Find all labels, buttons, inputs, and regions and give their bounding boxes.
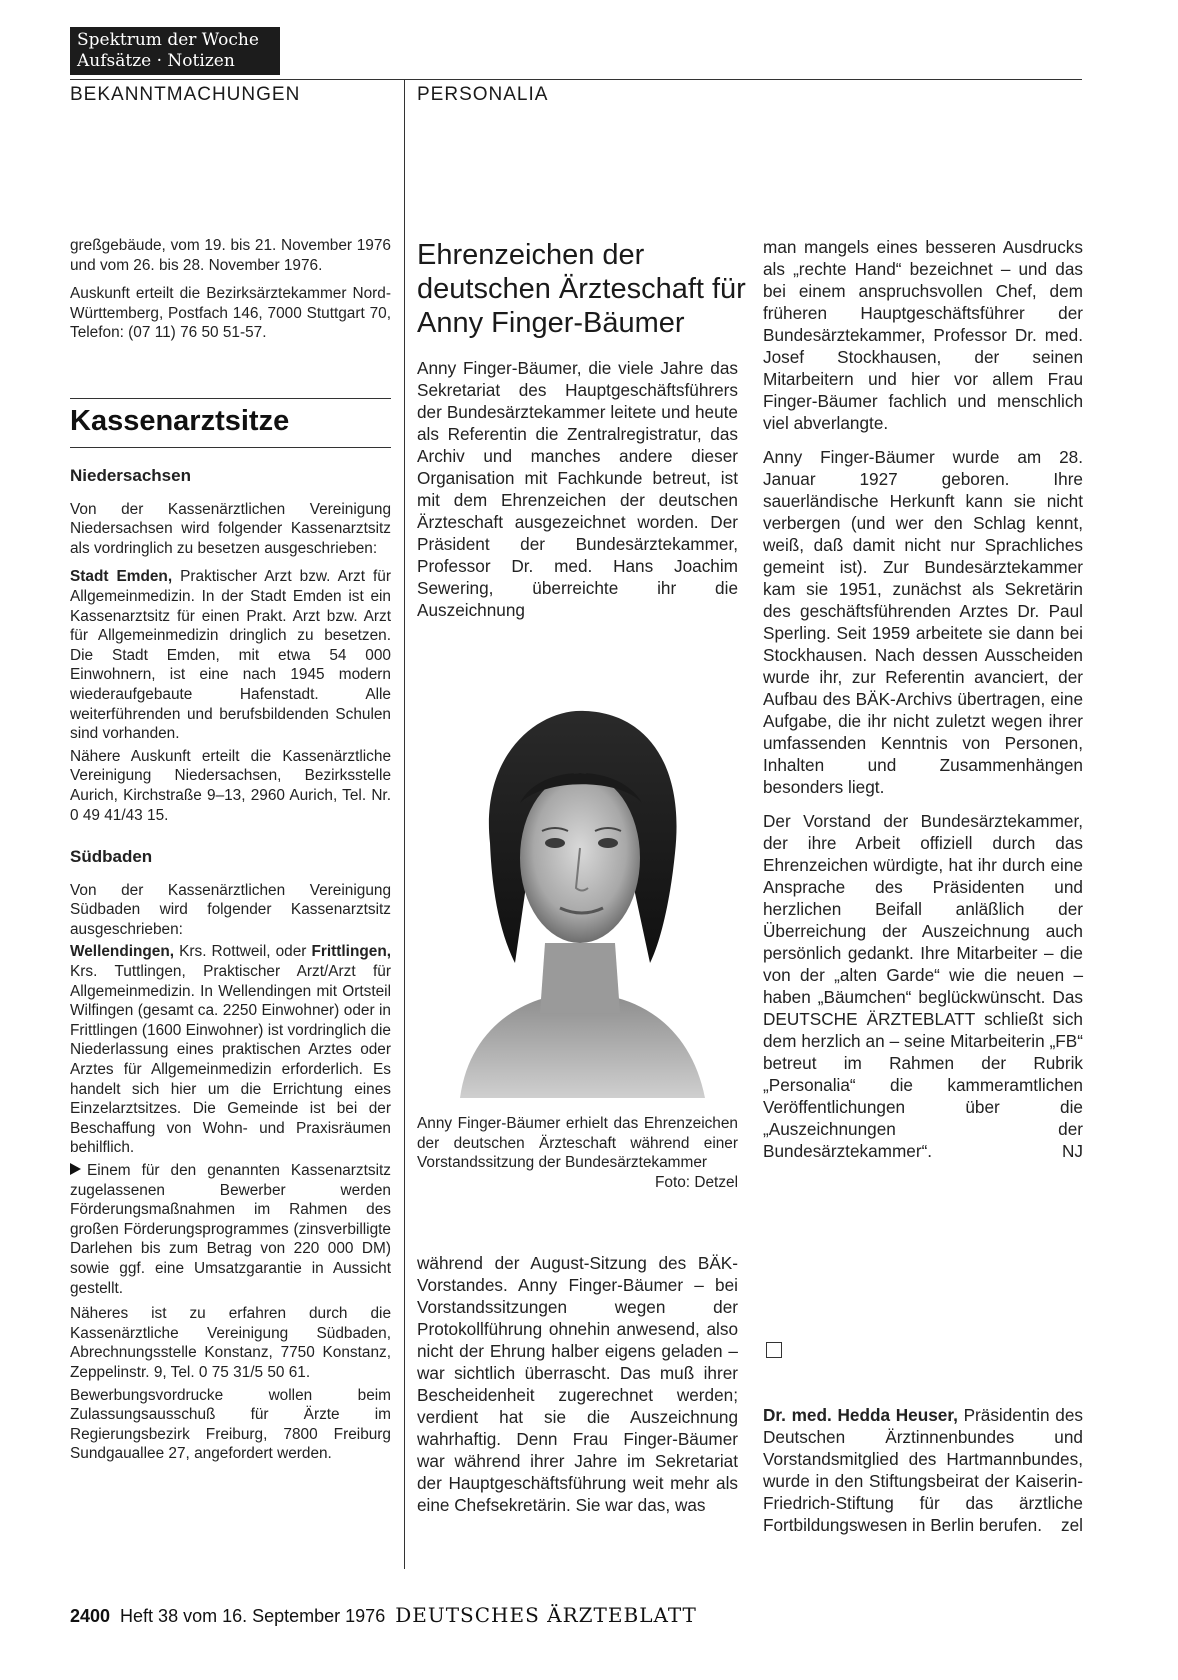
article-column-3 xyxy=(763,236,1083,1171)
paragraph-text: Präsidentin des Deutschen Ärztinnenbundes und Vorstandsmitglied des Hartmannbundes, wurde in den Stiftungsbeirat der Kaiserin-Friedrich-Stiftung für das ärztliche Fortbildungswesen in Berlin berufen. xyxy=(763,1405,1084,1535)
portrait-illustration xyxy=(420,693,738,1103)
section-rule xyxy=(70,447,391,448)
bold-lead: Dr. med. Hedda Heuser, xyxy=(763,1405,958,1425)
bold-lead: Stadt Emden, xyxy=(70,568,173,586)
photo-credit: Foto: Detzel xyxy=(655,1173,738,1191)
bold-lead: Frittlingen, xyxy=(311,943,391,961)
paragraph: Näheres ist zu erfahren durch die Kassenärztliche Vereinigung Südbaden, Abrechnungsstelle Konstanz, 7750 Konstanz, Zeppelinstr. 9, Tel. 0 75 31/5 50 61. xyxy=(70,1305,391,1381)
paragraph-text: Der Vorstand der Bundesärztekammer, der ihre Arbeit offiziell durch das Ehrenzeichen würdigte, hat ihr durch eine Ansprache des Präsidenten und herzlichen Beifall anläßlich der Überreichung der Auszeichnung auch persönlich gedankt. Ihre Mitarbeiter – die von der „alten Garde“ wie die neuen – haben „Bäumchen“ beglückwünscht. Das DEUTSCHE ÄRZTEBLATT schließt sich dem herzlich an – seine Mitarbeiterin „FB“ betreut im Rahmen der Rubrik „Personalia“ die kammeramtlichen Veröffentlichungen über die „Auszeichnungen der Bundesärztekammer“. xyxy=(763,811,1083,1161)
paragraph xyxy=(70,942,391,1158)
paragraph xyxy=(70,567,391,743)
paragraph: Von der Kassenärztlichen Vereinigung Südbaden wird folgender Kassenarztsitz ausgeschrieben: xyxy=(70,881,391,938)
triangle-bullet-icon xyxy=(70,1163,81,1175)
personalia-heuser xyxy=(763,1404,1083,1536)
column-divider xyxy=(404,79,405,1569)
paragraph-text: Praktischer Arzt bzw. Arzt für Allgemeinmedizin. In der Stadt Emden ist ein Kassenarztsitz für einen Prakt. Arzt bzw. Arzt für Allgemeinmedizin dringlich zu besetzen. Die Stadt Emden, mit etwa 54 000 Einwohnern, ist eine nach 1945 modern wiederaufgebaute Hafenstadt. Alle weiterführenden und berufsbildenden Schulen sind vorhanden. xyxy=(70,568,391,743)
paragraph-text: Krs. Tuttlingen, Praktischer Arzt/Arzt für Allgemeinmedizin. In Wellendingen mit Ortsteil Wilfingen (gesamt ca. 2250 Einwohner) oder in Frittlingen (1600 Einwohner) ist vordringlich die Niederlassung eines praktischen Arztes oder Arztes für Allgemeinmedizin erforderlich. Es handelt sich hier um die Errichtung eines Einzelarztsitzes. Die Gemeinde ist bei der Beschaffung von Wohn- und Praxisräumen behilflich. xyxy=(70,963,391,1157)
page-footer xyxy=(70,1603,697,1627)
caption-text: Anny Finger-Bäumer erhielt das Ehrenzeichen der deutschen Ärzteschaft während einer Vorstandssitzung der Bundesärztekammer xyxy=(417,1115,738,1172)
paragraph xyxy=(763,810,1083,1162)
article-headline: Ehrenzeichen der deutschen Ärzteschaft für Anny Finger-Bäumer xyxy=(417,239,746,339)
paragraph xyxy=(70,1161,391,1298)
section-label-bekanntmachungen: BEKANNTMACHUNGEN xyxy=(70,84,301,105)
column-1-top xyxy=(70,236,391,352)
subheading-suedbaden: Südbaden xyxy=(70,847,153,867)
section-title-kassenarztsitze: Kassenarztsitze xyxy=(70,405,290,437)
paragraph: Auskunft erteilt die Bezirksärztekammer Nord-Württemberg, Postfach 146, 7000 Stuttgart 70, Telefon: (07 11) 76 50 51-57. xyxy=(70,285,391,342)
masthead-line-1: Spektrum der Woche xyxy=(77,30,259,50)
paragraph-text: Krs. Rottweil, oder xyxy=(174,943,312,961)
bold-lead: Wellendingen, xyxy=(70,943,175,961)
author-signature: zel xyxy=(1061,1515,1083,1535)
section-label-personalia: PERSONALIA xyxy=(417,84,549,105)
article-column-2-top xyxy=(417,357,738,630)
paragraph: während der August-Sitzung des BÄK-Vorstandes. Anny Finger-Bäumer – bei Vorstandssitzungen wegen der Protokollführung ohnehin anwesend, also nicht der Ehrung halber eigens geladen – war sichtlich überrascht. Das muß ihrer Bescheidenheit zugerechnet werden; verdient hat sie die Auszeichnung wahrhaftig. Denn Frau Finger-Bäumer war während ihrer Jahre im Sekretariat der Hauptgeschäftsführung weit mehr als eine Chefsekretärin. Sie war das, was xyxy=(417,1253,738,1515)
paragraph: greßgebäude, vom 19. bis 21. November 1976 und vom 26. bis 28. November 1976. xyxy=(70,237,391,274)
paragraph: Anny Finger-Bäumer, die viele Jahre das Sekretariat des Hauptgeschäftsführers der Bundesärztekammer leitete und heute als Referentin die Zentralregistratur, das Archiv und manches andere dieser Organisation mit Fachkunde betreut, ist mit dem Ehrenzeichen der deutschen Ärzteschaft ausgezeichnet worden. Der Präsident der Bundesärztekammer, Professor Dr. med. Hans Joachim Sewering, überreichte ihr die Auszeichnung xyxy=(417,358,738,620)
issue-info: Heft 38 vom 16. September 1976 xyxy=(120,1606,386,1626)
paragraph: man mangels eines besseren Ausdrucks als „rechte Hand“ bezeichnet – und das bei einem anspruchsvollen Chef, dem früheren Hauptgeschäftsführer der Bundesärztekammer, Professor Dr. med. Josef Stockhausen, der seinen Mitarbeitern und hier vor allem Frau Finger-Bäumer fachlich und menschlich viel abverlangte. xyxy=(763,237,1083,433)
top-rule xyxy=(70,79,1082,80)
paragraph: Von der Kassenärztlichen Vereinigung Niedersachsen wird folgender Kassenarztsitz als vordringlich zu besetzen ausgeschrieben: xyxy=(70,500,391,557)
author-signature: NJ xyxy=(1061,1141,1083,1161)
subheading-niedersachsen: Niedersachsen xyxy=(70,466,191,485)
magazine-name: DEUTSCHES ÄRZTEBLATT xyxy=(395,1603,697,1627)
masthead xyxy=(70,27,280,75)
portrait-photo xyxy=(420,693,738,1103)
section-rule xyxy=(70,398,391,399)
article-column-2-bottom xyxy=(417,1252,738,1525)
column-1-kassenarztsitze xyxy=(70,466,391,1473)
paragraph: Nähere Auskunft erteilt die Kassenärztliche Vereinigung Niedersachsen, Bezirksstelle Aurich, Kirchstraße 9–13, 2960 Aurich, Tel. Nr. 0 49 41/43 15. xyxy=(70,747,391,824)
page-number: 2400 xyxy=(70,1606,111,1626)
paragraph-text: Einem für den genannten Kassenarztsitz zugelassenen Bewerber werden Förderungsmaßnahmen im Rahmen des großen Förderungsprogrammes (zinsverbilligte Darlehen bis zum Betrag von 220 000 DM) sowie ggf. eine Umsatzgarantie in Aussicht gestellt. xyxy=(70,1162,391,1297)
paragraph: Bewerbungsvordrucke wollen beim Zulassungsausschuß für Ärzte im Regierungsbezirk Freiburg, 7800 Freiburg Sundgauallee 27, angefordert werden. xyxy=(70,1386,391,1463)
masthead-line-2: Aufsätze · Notizen xyxy=(77,51,235,71)
end-mark-square-icon xyxy=(766,1342,782,1358)
photo-caption xyxy=(417,1114,738,1192)
paragraph: Anny Finger-Bäumer wurde am 28. Januar 1927 geboren. Ihre sauerländische Herkunft kann sie nicht verbergen (und wer den Schlag kennt, weiß, daß damit nicht nur Sprachliches gemeint ist). Zur Bundesärztekammer kam sie 1951, zunächst als Sekretärin des geschäftsführenden Arztes Dr. Paul Sperling. Seit 1959 arbeitete sie dann bei Stockhausen. Nach dessen Ausscheiden wurde ihr, zur Referentin avanciert, der Aufbau des BÄK-Archivs übertragen, eine Aufgabe, die ihr nicht zuletzt wegen ihrer umfassenden Kenntnis von Personen, Inhalten und Zusammenhängen besonders liegt. xyxy=(763,447,1083,797)
